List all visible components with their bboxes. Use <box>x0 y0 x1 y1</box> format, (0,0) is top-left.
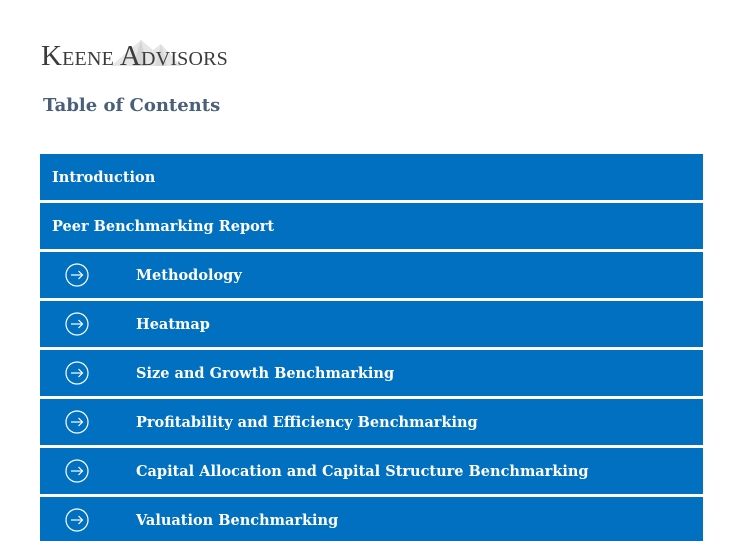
circle-arrow-right-icon <box>65 312 89 336</box>
toc-item-label: Valuation Benchmarking <box>136 511 339 529</box>
toc-item-label: Profitability and Efficiency Benchmarking <box>136 413 478 431</box>
circle-arrow-right-icon <box>65 410 89 434</box>
toc-item-label: Heatmap <box>136 315 210 333</box>
toc-item-peer-benchmarking-report[interactable] <box>40 203 703 249</box>
toc-item-heatmap[interactable] <box>40 301 703 347</box>
toc-item-size-and-growth-benchmarking[interactable] <box>40 350 703 396</box>
table-of-contents <box>40 154 703 541</box>
logo-text: Keene Advisors <box>41 40 229 72</box>
circle-arrow-right-icon <box>65 459 89 483</box>
toc-item-profitability-and-efficiency-benchmarking[interactable] <box>40 399 703 445</box>
toc-item-methodology[interactable] <box>40 252 703 298</box>
circle-arrow-right-icon <box>65 263 89 287</box>
toc-item-label: Size and Growth Benchmarking <box>136 364 395 382</box>
toc-item-capital-allocation-and-capital-structure-benchmarking[interactable] <box>40 448 703 494</box>
toc-item-valuation-benchmarking[interactable] <box>40 497 703 541</box>
toc-item-label: Methodology <box>136 266 242 284</box>
company-logo <box>41 34 281 74</box>
circle-arrow-right-icon <box>65 361 89 385</box>
circle-arrow-right-icon <box>65 508 89 532</box>
toc-item-label: Capital Allocation and Capital Structure Benchmarking <box>136 462 589 480</box>
toc-item-label: Introduction <box>52 168 156 186</box>
page-title: Table of Contents <box>43 95 221 116</box>
toc-item-label: Peer Benchmarking Report <box>52 217 275 235</box>
toc-item-introduction[interactable] <box>40 154 703 200</box>
